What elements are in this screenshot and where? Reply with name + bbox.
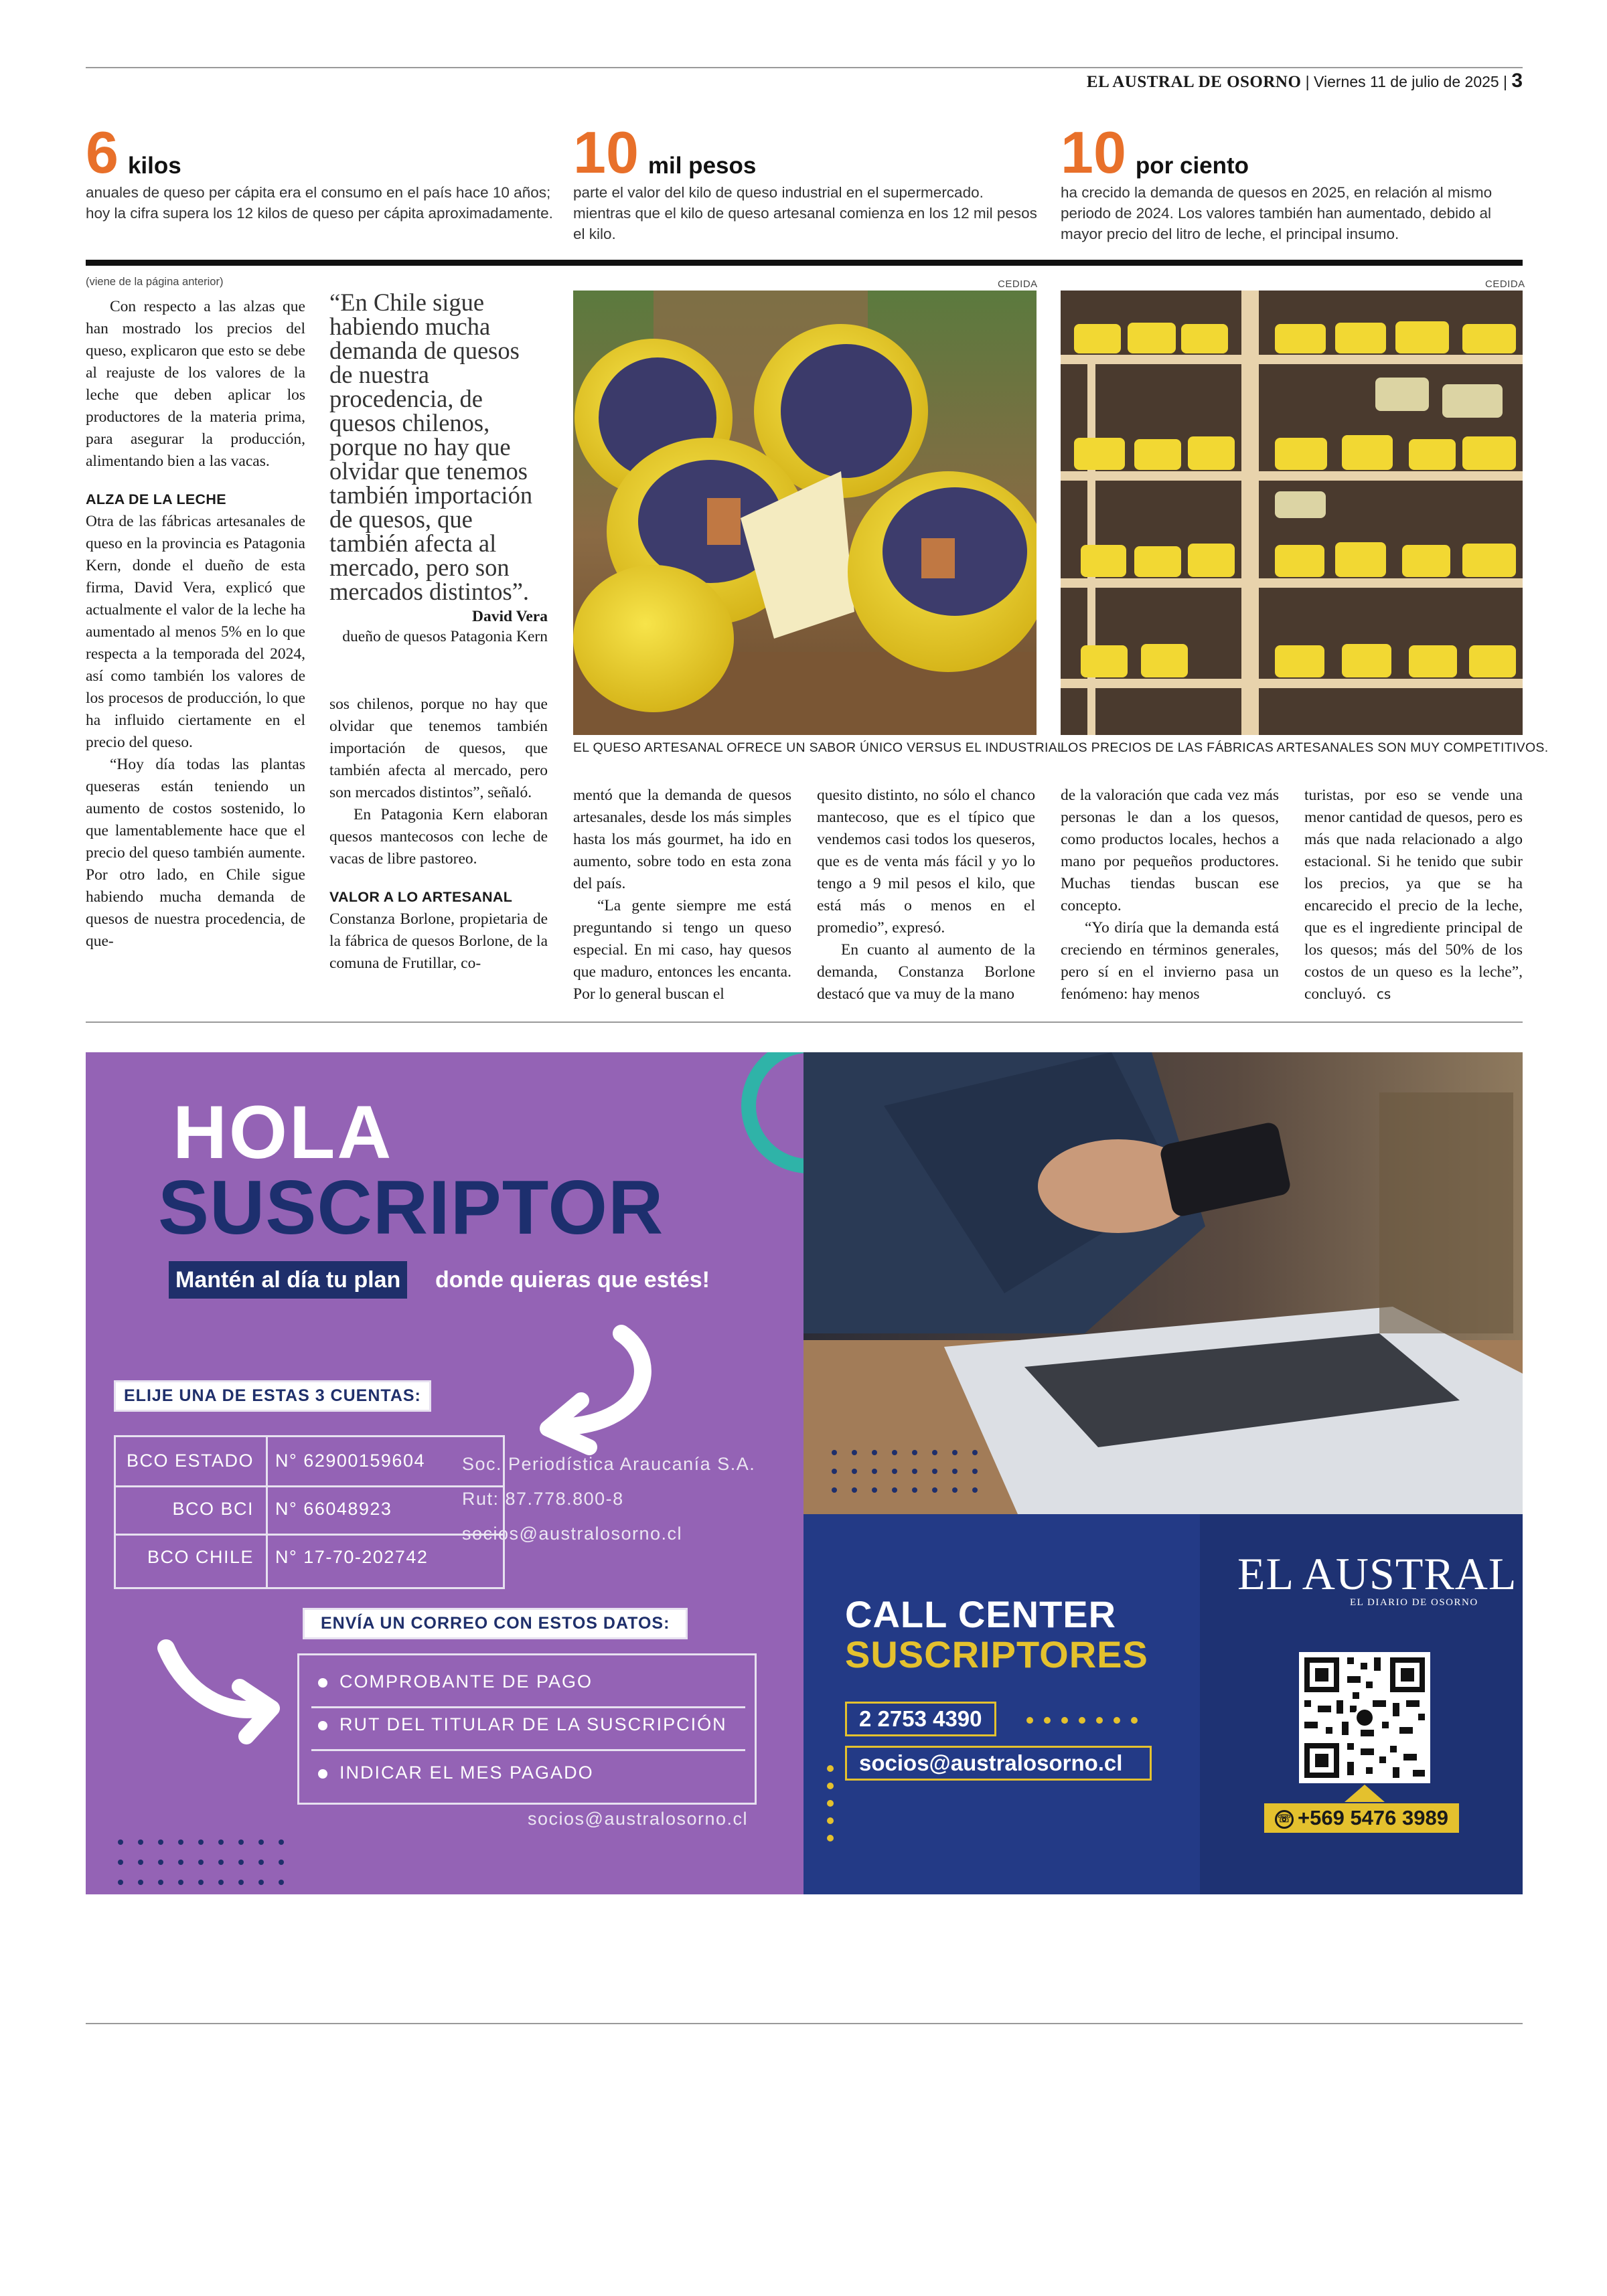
person-with-phone-image <box>804 1052 1523 1514</box>
company-email: socios@australosorno.cl <box>462 1524 683 1544</box>
pointer-triangle <box>1345 1785 1385 1802</box>
bullet-icon <box>318 1769 327 1779</box>
paragraph: “La gente siempre me está preguntando si tengo un queso especial. En mi caso, hay quesos que maduro, entonces les encanta. Por lo general buscan el <box>573 897 791 1003</box>
account-number: N° 66048923 <box>275 1499 392 1519</box>
list-item-text: RUT DEL TITULAR DE LA SUSCRIPCIÓN <box>339 1714 727 1734</box>
stat-block <box>86 119 554 224</box>
qr-code-icon <box>1299 1652 1430 1783</box>
stat-number: 6 <box>86 119 119 185</box>
brand-logo: EL AUSTRAL <box>1237 1548 1517 1599</box>
accounts-label: ELIJE UNA DE ESTAS 3 CUENTAS: <box>114 1380 431 1412</box>
list-item <box>318 1762 594 1783</box>
list-item-text: COMPROBANTE DE PAGO <box>339 1671 593 1692</box>
paragraph: “Yo diría que la demanda está creciendo en términos generales, pero sí en el invierno pasa un fenómeno: hay menos <box>1061 919 1279 1003</box>
required-data-list <box>297 1653 757 1805</box>
paragraph: mentó que la demanda de quesos artesanales, desde los más simples hasta los más gourmet, ha ido en aumento, sobre todo en esta zona del país. <box>573 787 791 892</box>
ad-headline-hola: HOLA <box>173 1090 394 1174</box>
photo-credit: CEDIDA <box>998 278 1038 290</box>
stat-description: ha crecido la demanda de quesos en 2025, en relación al mismo periodo de 2024. Los valores también han aumentado, debido al mayor precio del litro de leche, el principal insumo. <box>1061 184 1493 242</box>
cheese-shelves-image <box>1061 291 1523 735</box>
bullet-icon <box>318 1721 327 1730</box>
call-center-panel <box>804 1514 1200 1894</box>
article-column-3 <box>573 785 791 1005</box>
stat-number: 10 <box>573 119 639 185</box>
ad-headline-suscriptor: SUSCRIPTOR <box>158 1165 664 1250</box>
author-name: David Vera <box>472 608 548 625</box>
subscription-ad <box>86 1052 1523 1894</box>
subheading: VALOR A LO ARTESANAL <box>329 889 513 905</box>
pull-quote: “En Chile sigue habiendo mucha demanda de quesos de nuestra procedencia, de quesos chilenos, porque no hay que olvidar que tenemos también importación de quesos, que también afecta al mercado, pero son mercados distintos”. <box>329 289 533 605</box>
stat-unit: mil pesos <box>647 153 757 179</box>
page-header <box>1087 70 1523 92</box>
subheading: ALZA DE LA LECHE <box>86 491 226 507</box>
list-divider <box>311 1706 745 1708</box>
call-center-email: socios@australosorno.cl <box>845 1746 1152 1781</box>
account-number: N° 17-70-202742 <box>275 1547 429 1567</box>
whatsapp-icon: ☏ <box>1275 1810 1294 1829</box>
whatsapp-number <box>1264 1803 1459 1833</box>
paragraph: quesito distinto, no sólo el chanco mantecoso, que es el típico que vendemos casi todos los queseros, que es de venta más fácil y yo lo tengo a 9 mil pesos el kilo, que está más o menos en el promedio”, expresó. <box>817 787 1035 936</box>
plan-highlight: Mantén al día tu plan <box>169 1261 407 1299</box>
article-column-6 <box>1304 785 1523 1005</box>
bank-row <box>116 1538 503 1579</box>
plan-tagline: donde quieras que estés! <box>435 1267 710 1293</box>
paragraph: de la valoración que cada vez más personas le dan a los quesos, como productos locales, hechos a mano por pequeños productores. Muchas tiendas buscan ese concepto. <box>1061 787 1279 914</box>
article-column-2 <box>329 693 548 975</box>
stat-block <box>573 119 1042 244</box>
paragraph: Constanza Borlone, propietaria de la fábrica de quesos Borlone, de la comuna de Frutillar, co- <box>329 910 548 972</box>
bank-accounts-table <box>114 1435 505 1589</box>
author-role: dueño de quesos Patagonia Kern <box>342 628 548 645</box>
whatsapp-number-text: +569 5476 3989 <box>1298 1806 1448 1829</box>
paragraph: Con respecto a las alzas que han mostrado los precios del queso, explicaron que esto se debe al reajuste de los valores de la leche que deben aplicar los productores de la materia prima, para asegurar la producción, alimentando bien a las vacas. <box>86 298 305 470</box>
account-number: N° 62900159604 <box>275 1451 425 1471</box>
article-column-4 <box>817 785 1035 1005</box>
qr-code-graphic <box>1299 1652 1430 1783</box>
call-center-subtitle: SUSCRIPTORES <box>845 1633 1148 1675</box>
stat-description: anuales de queso per cápita era el consumo en el país hace 10 años; hoy la cifra supera los 12 kilos de queso per cápita aproximadamente. <box>86 184 553 222</box>
brand-panel <box>1200 1514 1523 1894</box>
newspaper-name: EL AUSTRAL DE OSORNO <box>1086 73 1302 91</box>
paragraph: En Patagonia Kern elaboran quesos mantecosos con leche de vacas de libre pastoreo. <box>329 806 548 868</box>
send-email-label: ENVÍA UN CORREO CON ESTOS DATOS: <box>303 1608 688 1639</box>
bank-row <box>116 1489 503 1531</box>
bullet-icon <box>318 1678 327 1688</box>
bank-row <box>116 1441 503 1483</box>
list-item-text: INDICAR EL MES PAGADO <box>339 1762 594 1783</box>
paragraph: sos chilenos, porque no hay que olvidar que tenemos también importación de quesos, que también afecta al mercado, pero son mercados distintos”, señaló. <box>329 695 548 801</box>
bank-name: BCO BCI <box>172 1499 254 1519</box>
stat-description: parte el valor del kilo de queso industrial en el supermercado. mientras que el kilo de queso artesanal comienza en los 12 mil pesos el kilo. <box>573 184 1037 242</box>
bank-name: BCO ESTADO <box>126 1451 254 1471</box>
pull-quote-author <box>329 606 548 647</box>
continued-note: (viene de la página anterior) <box>86 276 224 288</box>
table-divider <box>116 1485 503 1487</box>
sep: | <box>1305 73 1314 90</box>
sep: | <box>1503 73 1512 90</box>
cheese-photo <box>573 291 1037 735</box>
list-divider <box>311 1749 745 1751</box>
stat-unit: kilos <box>127 153 181 179</box>
section-rule <box>86 260 1523 266</box>
brand-tagline: EL DIARIO DE OSORNO <box>1350 1597 1478 1608</box>
company-name: Soc. Periodística Araucanía S.A. <box>462 1454 756 1474</box>
list-item <box>318 1714 727 1735</box>
cheese-wheels-image <box>573 291 1037 735</box>
list-item <box>318 1671 593 1692</box>
footer-email: socios@australosorno.cl <box>528 1809 749 1829</box>
stat-number: 10 <box>1061 119 1126 185</box>
paragraph: Otra de las fábricas artesanales de queso en la provincia es Patagonia Kern, donde el dueño de esta firma, David Vera, explicó que actualmente el valor de la leche ha aumentado al menos 5% en lo que respecta a la temporada del 2024, así como también los valores de los procesos de producción, lo que ha influido ciertamente en el precio del queso. <box>86 513 305 751</box>
article-end-rule <box>86 1021 1523 1023</box>
paragraph <box>1304 785 1523 1005</box>
cheese-shelves-photo <box>1061 291 1523 735</box>
company-rut: Rut: 87.778.800-8 <box>462 1489 624 1509</box>
article-column-1 <box>86 274 305 953</box>
photo-caption: EL QUESO ARTESANAL OFRECE UN SABOR ÚNICO VERSUS EL INDUSTRIAL. <box>573 740 1069 755</box>
paragraph: En cuanto al aumento de la demanda, Constanza Borlone destacó que va muy de la mano <box>817 941 1035 1003</box>
paragraph-text: turistas, por eso se vende una menor cantidad de quesos, pero es más que nada relacionado a algo estacional. Si he tenido que subir los precios, ya que se ha encarecido el precio de la leche, que es el ingrediente principal de los quesos; más del 50% de los costos de un queso es la leche”, concluyó. <box>1304 787 1523 1003</box>
top-rule <box>86 67 1523 68</box>
call-center-title: CALL CENTER <box>845 1593 1117 1635</box>
ad-purple-panel <box>86 1052 804 1894</box>
bottom-rule <box>86 2023 1523 2024</box>
stat-unit: por ciento <box>1135 153 1249 179</box>
call-center-phone: 2 2753 4390 <box>845 1702 996 1736</box>
photo-caption: LOS PRECIOS DE LAS FÁBRICAS ARTESANALES SON MUY COMPETITIVOS. <box>1061 740 1549 755</box>
stat-block <box>1061 119 1529 244</box>
paragraph: “Hoy día todas las plantas queseras están teniendo un aumento de costos sostenido, lo que lamentablemente hace que el precio del queso también aumente. Por otro lado, en Chile sigue habiendo mucha demanda de quesos de nuestra procedencia, de que- <box>86 756 305 950</box>
issue-date: Viernes 11 de julio de 2025 <box>1314 73 1499 90</box>
end-mark: cs <box>1376 986 1391 1002</box>
ad-laptop-photo <box>804 1052 1523 1514</box>
photo-credit: CEDIDA <box>1485 278 1525 290</box>
table-divider <box>116 1534 503 1536</box>
article-column-5 <box>1061 785 1279 1005</box>
page-number: 3 <box>1511 70 1523 92</box>
bank-name: BCO CHILE <box>147 1547 254 1567</box>
